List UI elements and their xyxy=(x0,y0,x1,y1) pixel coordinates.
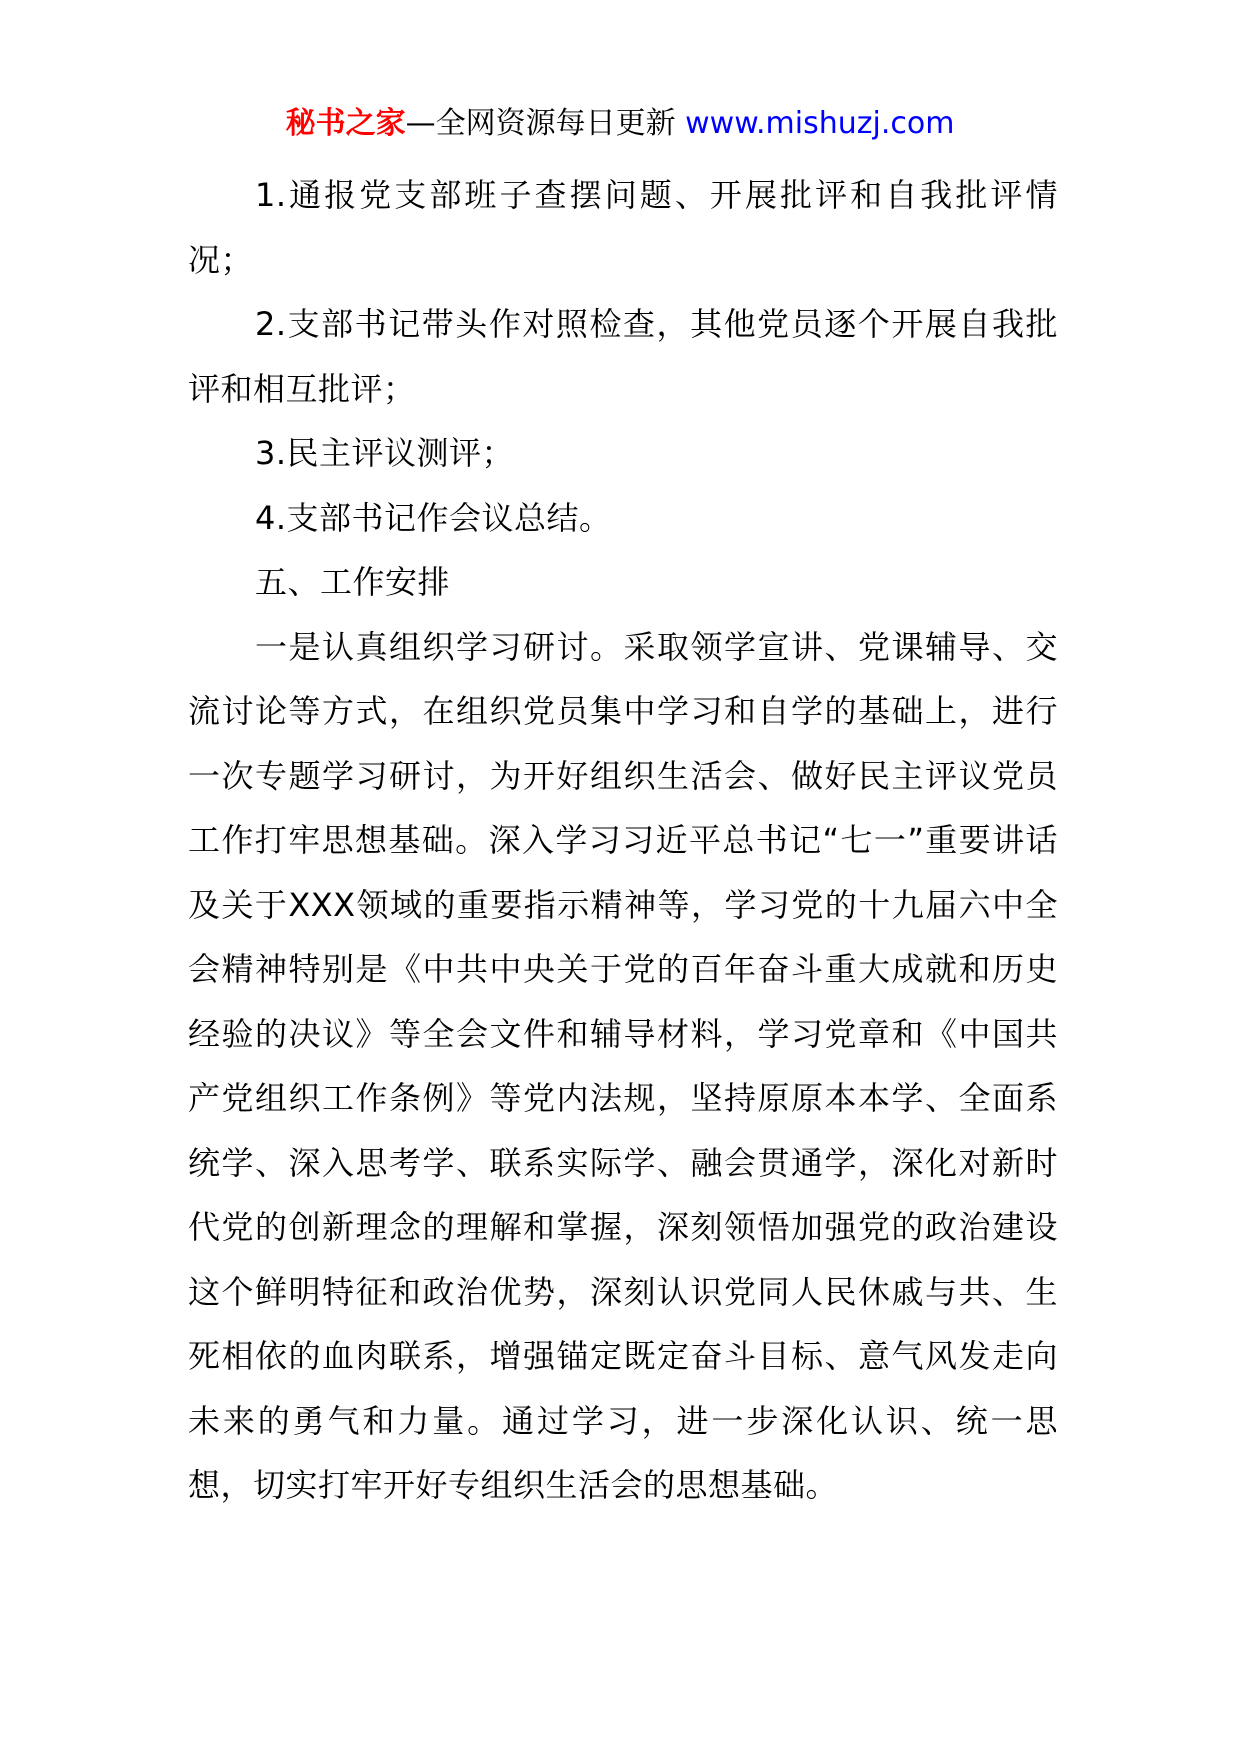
page-header xyxy=(0,102,1240,146)
paragraph-item-2: 2.支部书记带头作对照检查，其他党员逐个开展自我批评和相互批评； xyxy=(188,305,1058,408)
paragraph-item-3: 3.民主评议测评； xyxy=(255,434,515,472)
paragraph-body: 一是认真组织学习研讨。采取领学宣讲、党课辅导、交流讨论等方式，在组织党员集中学习和自学的基础上，进行一次专题学习研讨，为开好组织生活会、做好民主评议党员工作打牢思想基础。深入学习习近平总书记“七一”重要讲话及关于XXX领域的重要指示精神等，学习党的十九届六中全会精神特别是《中共中央关于党的百年奋斗重大成就和历史经验的决议》等全会文件和辅导材料，学习党章和《中国共产党组织工作条例》等党内法规，坚持原原本本学、全面系统学、深入思考学、联系实际学、融会贯通学，深化对新时代党的创新理念的理解和掌握，深刻领悟加强党的政治建设这个鲜明特征和政治优势，深刻认识党同人民休戚与共、生死相依的血肉联系，增强锚定既定奋斗目标、意气风发走向未来的勇气和力量。通过学习，进一步深化认识、统一思想，切实打牢开好专组织生活会的思想基础。 xyxy=(188,627,1058,1504)
header-url-link[interactable]: www.mishuzj.com xyxy=(685,106,955,141)
paragraph-item-4: 4.支部书记作会议总结。 xyxy=(255,498,612,537)
document-body xyxy=(188,163,1058,1518)
paragraph-item-1: 1.通报党支部班子查摆问题、开展批评和自我批评情况； xyxy=(188,176,1058,279)
header-tagline: —全网资源每日更新 xyxy=(405,106,676,141)
header-brand: 秘书之家 xyxy=(285,106,406,141)
section-heading: 五、工作安排 xyxy=(255,563,451,601)
